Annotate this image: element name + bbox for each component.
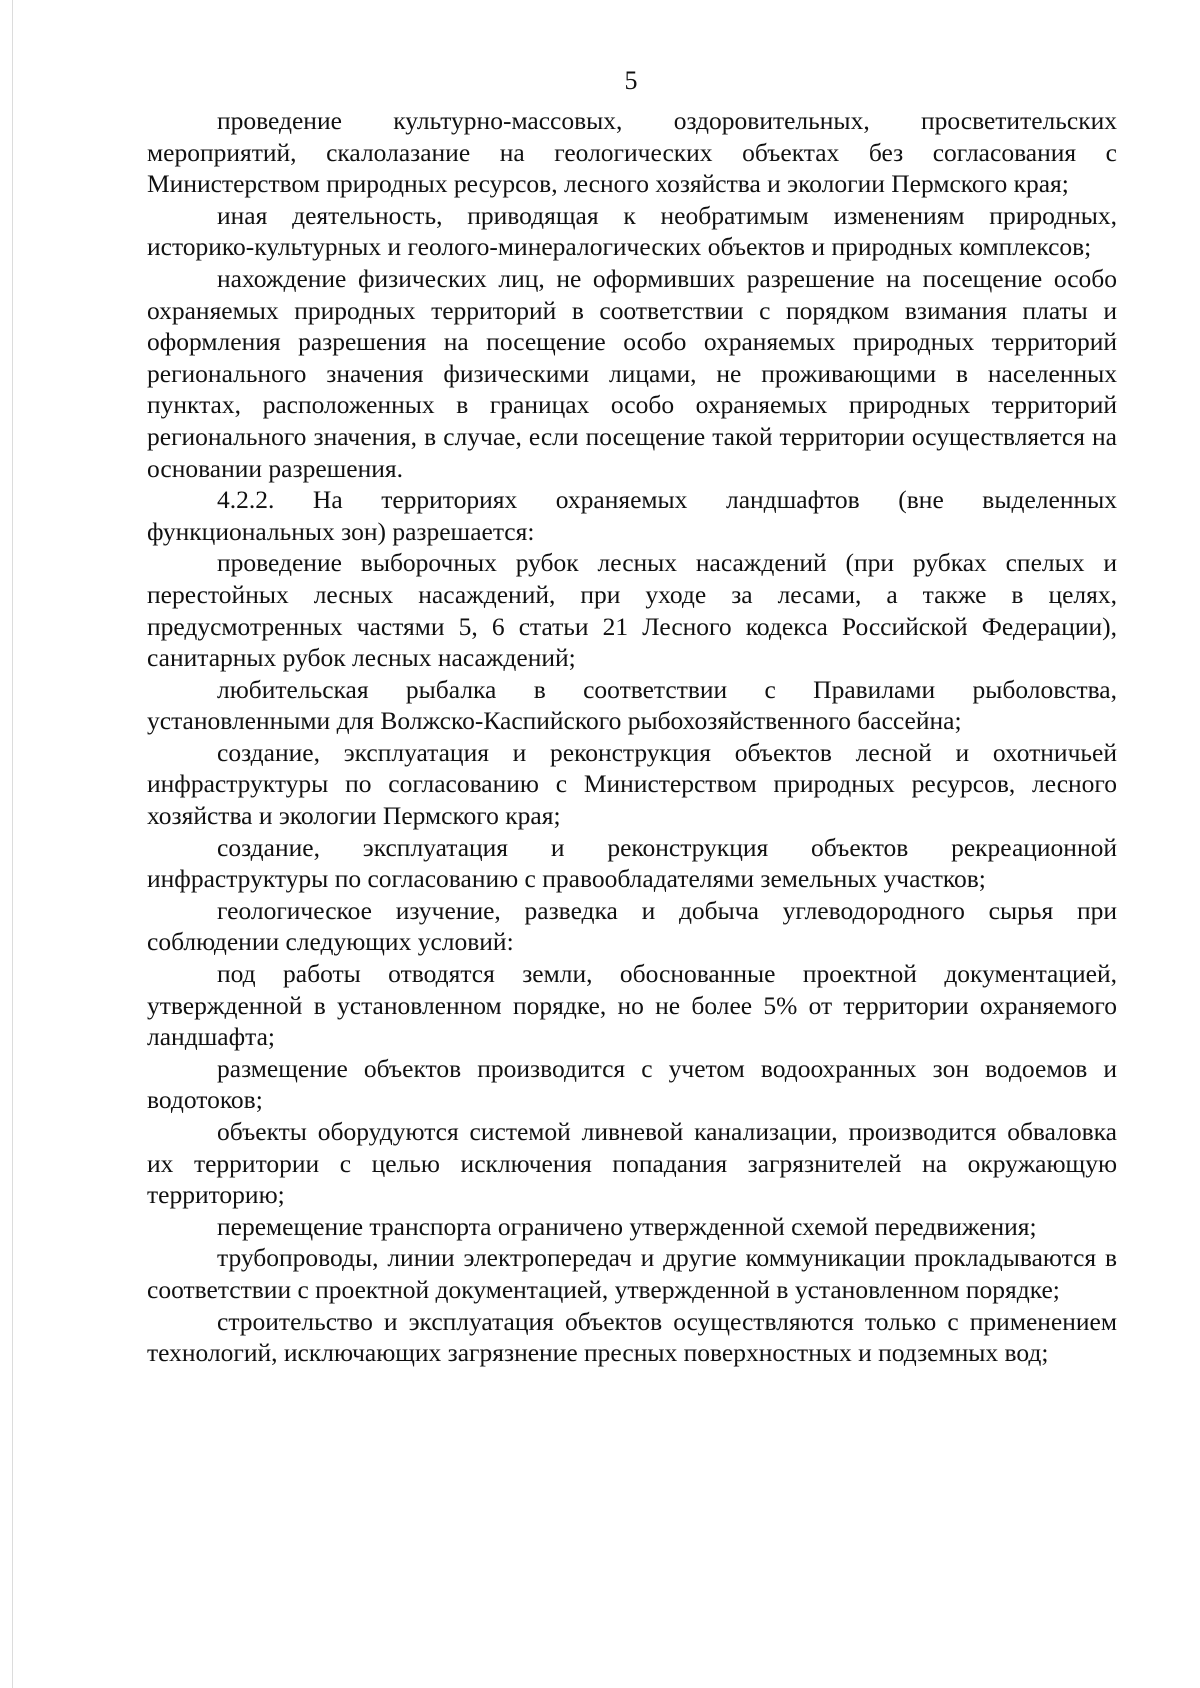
paragraph: нахождение физических лиц, не оформивших разрешение на посещение особо охраняемых природных территорий в соответствии с порядком взимания платы и оформления разрешения на посещение особо охраняемых природных территорий регионального значения физическими лицами, не проживающими в населенных пунктах, расположенных в границах особо охраняемых природных территорий регионального значения, в случае, если посещение такой территории осуществляется на основании разрешения. bbox=[147, 263, 1117, 483]
paragraph: 4.2.2. На территориях охраняемых ландшафтов (вне выделенных функциональных зон) разрешается: bbox=[147, 485, 1117, 546]
paragraph: под работы отводятся земли, обоснованные проектной документацией, утвержденной в установленном порядке, но не более 5% от территории охраняемого ландшафта; bbox=[147, 959, 1117, 1052]
page-edge-line bbox=[12, 0, 13, 1688]
paragraph: геологическое изучение, разведка и добыча углеводородного сырья при соблюдении следующих условий: bbox=[147, 895, 1117, 957]
paragraph: размещение объектов производится с учетом водоохранных зон водоемов и водотоков; bbox=[147, 1053, 1117, 1115]
body-text bbox=[147, 105, 1117, 1369]
paragraph: трубопроводы, линии электропередач и другие коммуникации прокладываются в соответствии с проектной документацией, утвержденной в установленном порядке; bbox=[147, 1243, 1117, 1304]
paragraph: проведение культурно-массовых, оздоровительных, просветительских мероприятий, скалолазание на геологических объектах без согласования с Министерством природных ресурсов, лесного хозяйства и экологии Пермского края; bbox=[147, 106, 1117, 199]
paragraph: любительская рыбалка в соответствии с Правилами рыболовства, установленными для Волжско-Каспийского рыбохозяйственного бассейна; bbox=[147, 674, 1117, 736]
paragraph: создание, эксплуатация и реконструкция объектов лесной и охотничьей инфраструктуры по согласованию с Министерством природных ресурсов, лесного хозяйства и экологии Пермского края; bbox=[147, 737, 1117, 831]
paragraph: перемещение транспорта ограничено утвержденной схемой передвижения; bbox=[217, 1211, 1037, 1241]
paragraph: строительство и эксплуатация объектов осуществляются только с применением технологий, исключающих загрязнение пресных поверхностных и подземных вод; bbox=[147, 1306, 1117, 1368]
page-number: 5 bbox=[624, 66, 638, 95]
paragraph: проведение выборочных рубок лесных насаждений (при рубках спелых и перестойных лесных насаждений, при уходе за лесами, а также в целях, предусмотренных частями 5, 6 статьи 21 Лесного кодекса Российской Федерации), санитарных рубок лесных насаждений; bbox=[147, 548, 1117, 673]
paragraph: создание, эксплуатация и реконструкция объектов рекреационной инфраструктуры по согласованию с правообладателями земельных участков; bbox=[147, 832, 1117, 894]
paragraph: объекты оборудуются системой ливневой канализации, производится обваловка их территории с целью исключения попадания загрязнителей на окружающую территорию; bbox=[147, 1117, 1117, 1210]
paragraph: иная деятельность, приводящая к необратимым изменениям природных, историко-культурных и геолого-минералогических объектов и природных комплексов; bbox=[147, 200, 1117, 262]
